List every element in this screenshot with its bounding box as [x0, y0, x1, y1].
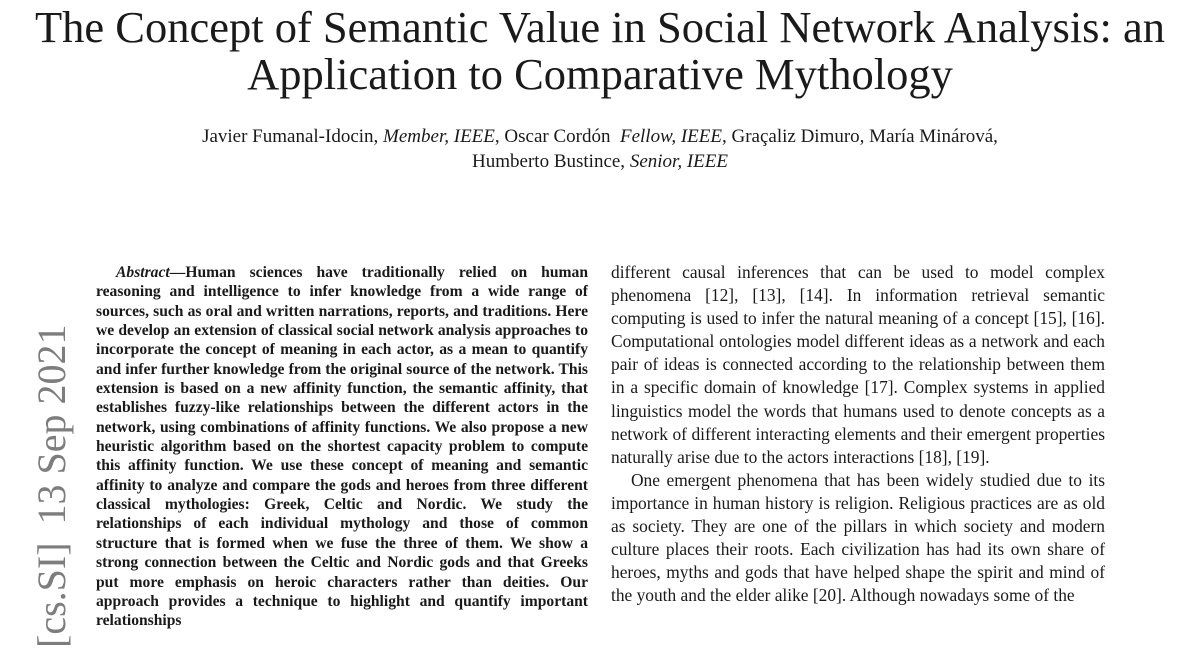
- abstract-label: Abstract: [116, 264, 170, 281]
- author-name: Graçaliz Dimuro, María Minárová,: [731, 126, 998, 147]
- author-affiliation: Member, IEEE: [383, 126, 495, 147]
- author-affiliation: Senior, IEEE: [629, 151, 728, 172]
- body-column: [611, 261, 1105, 607]
- author-name: Humberto Bustince,: [472, 151, 626, 172]
- abstract-dash: —: [169, 264, 186, 281]
- body-paragraph: One emergent phenomena that has been widely studied due to its importance in human history is religion. Religious practices are as old as society. They are one of the pillars in which society and modern culture places their roots. Each civilization has had its own share of heroes, myths and gods that have helped shape the spirit and mind of the youth and the elder alike [20]. Although nowadays some of the: [611, 469, 1105, 606]
- author-affiliation: Fellow, IEEE: [619, 126, 722, 147]
- paper-title: The Concept of Semantic Value in Social Network Analysis: an Application to Comparative Mythology: [35, 2, 1165, 99]
- author-separator: ,: [721, 126, 732, 147]
- author-name: Javier Fumanal-Idocin,: [202, 126, 379, 147]
- author-separator: ,: [494, 126, 505, 147]
- author-list: [0, 124, 1200, 174]
- arxiv-date: 13 Sep 2021: [29, 324, 74, 525]
- abstract-text: Human sciences have traditionally relied on human reasoning and intelligence to infer knowledge from a wide range of sources, such as oral and written narrations, reports, and traditions. Here we develop an extension of classical social network analysis approaches to incorporate the concept of meaning in each actor, as a mean to quantify and infer further knowledge from the original source of the network. This extension is based on a new affinity function, the semantic affinity, that establishes fuzzy-like relationships between the different actors in the network, using combinations of affinity functions. We also propose a new heuristic algorithm based on the shortest capacity problem to compute this affinity function. We use these concept of meaning and semantic affinity to analyze and compare the gods and heroes from three different classical mythologies: Greek, Celtic and Nordic. We study the relationships of each individual mythology and those of common structure that is formed when we fuse the three of them. We show a strong connection between the Celtic and Nordic gods and that Greeks put more emphasis on heroic characters rather than deities. Our approach provides a technique to highlight and quantify important relationships: [96, 264, 588, 630]
- author-name: Oscar Cordón: [504, 126, 611, 147]
- abstract: [96, 263, 588, 631]
- abstract-column: [96, 263, 588, 631]
- arxiv-category: [cs.SI]: [29, 542, 74, 648]
- arxiv-stamp: [28, 318, 76, 648]
- body-paragraph: different causal inferences that can be used to model complex phenomena [12], [13], [14]. In information retrieval semantic computing is used to infer the natural meaning of a concept [15], [16]. Computational ontologies model different ideas as a network and each pair of ideas is connected according to the relationship between them in a specific domain of knowledge [17]. Complex systems in applied linguistics model the words that humans used to denote concepts as a network of different interacting elements and their emergent properties naturally arise due to the actors interactions [18], [19].: [611, 262, 1105, 467]
